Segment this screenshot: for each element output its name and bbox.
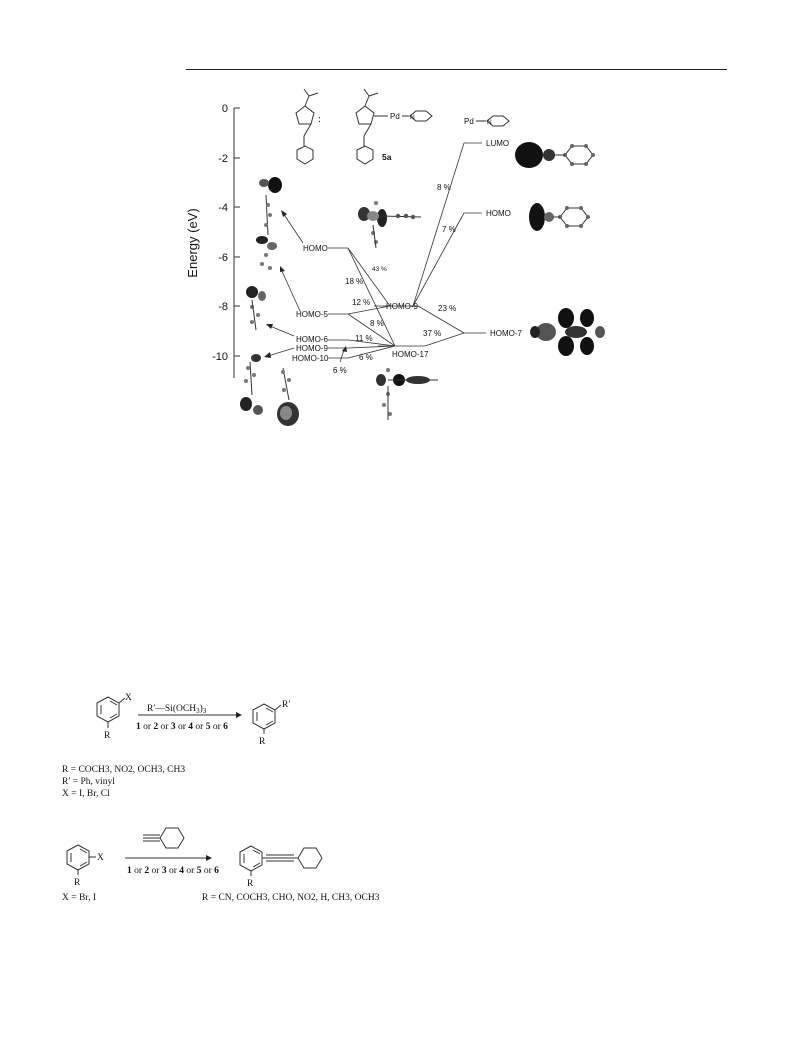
scheme2-legend-r: R = CN, COCH3, CHO, NO2, H, CH3, OCH3 [202, 893, 380, 903]
level-label-homo-5: HOMO-5 [296, 310, 328, 319]
pct-homo10: 6 % [333, 366, 347, 375]
level-label-homo-10: HOMO-10 [292, 354, 329, 363]
scheme1-legend-x: X = I, Br, Cl [62, 789, 110, 799]
y-tick-label: -4 [218, 202, 228, 214]
pct-homo-to-h9: 43 % [372, 266, 387, 273]
pct-homo7-upper: 23 % [438, 304, 457, 313]
scheme2-phenylacetylene [143, 828, 184, 848]
svg-text::: : [318, 113, 322, 125]
pd-atom-label: Pd [464, 117, 474, 126]
level-label-homo-6: HOMO-6 [296, 335, 328, 344]
orbital-homo-17-center [376, 368, 438, 420]
scheme1-reagent: $R'—Si(OCH_3)_3$ [147, 704, 207, 715]
orbital-homo-5-left [246, 286, 266, 330]
y-tick-label: -6 [218, 252, 228, 264]
n-atom-label: N [487, 119, 492, 126]
ligand-structure [296, 89, 321, 164]
pct-homo5-to-h17: 8 % [370, 319, 384, 328]
pct-lumo: 8 % [437, 183, 451, 192]
scheme1-x-label: X [125, 693, 132, 703]
scheme1-legend-r: R = COCH3, NO2, OCH3, CH3 [62, 765, 186, 775]
complex-label: 5a [382, 152, 392, 162]
scheme1-product-ring [253, 704, 275, 729]
scheme2-x-label: X [97, 853, 104, 863]
scheme1-catalysts: 1 or 2 or 3 or 4 or 5 or 6 [136, 722, 228, 732]
level-label-center-homo-17: HOMO-17 [392, 350, 429, 359]
scheme2-product-r-label: R [247, 879, 254, 889]
y-tick-label: -10 [212, 351, 228, 363]
scheme1-r-label: R [104, 731, 111, 741]
scheme1-legend-rprime: R′ = Ph, vinyl [62, 777, 115, 787]
scheme1 [62, 693, 290, 799]
level-label-homo-9: HOMO-9 [296, 344, 328, 353]
pct-homo6: 11 % [355, 334, 373, 343]
complex-structure [356, 89, 432, 164]
correlation-lines [328, 143, 486, 358]
level-label-center-homo-9: HOMO-9 [386, 302, 418, 311]
n-atom-label: N [410, 114, 415, 121]
scheme2-reactant-ring [67, 845, 89, 870]
energy-axis [185, 103, 240, 378]
scheme1-rprime-label: R′ [282, 700, 291, 710]
pct-homo-to-h17: 18 % [345, 277, 364, 286]
pct-homo9: 6 % [359, 353, 373, 362]
pct-homo5-to-h9: 12 % [352, 298, 371, 307]
pd-atom-label: Pd [390, 112, 400, 121]
orbital-homo-right [529, 203, 590, 231]
scheme1-product-r-label: R [259, 737, 266, 747]
scheme2-catalysts: 1 or 2 or 3 or 4 or 5 or 6 [127, 866, 219, 876]
y-axis-title: Energy (eV) [185, 208, 200, 278]
orbital-homo-10-left [277, 368, 299, 426]
pd-pyridine-structure [464, 116, 509, 126]
level-label-right-homo: HOMO [486, 209, 511, 218]
orbital-homo-7-right [530, 308, 605, 356]
level-labels [292, 139, 523, 363]
scheme2 [62, 828, 380, 903]
level-label-homo: HOMO [303, 244, 328, 253]
level-label-lumo: LUMO [486, 139, 510, 148]
orbital-homo-left [256, 177, 282, 270]
pct-homo7-lower: 37 % [423, 329, 442, 338]
y-tick-label: -8 [218, 301, 228, 313]
scheme1-reactant-ring [97, 697, 119, 722]
level-label-homo-7: HOMO-7 [490, 329, 522, 338]
orbital-lumo-right [515, 142, 595, 168]
y-tick-label: 0 [221, 103, 228, 115]
pct-right-homo: 7 % [442, 225, 456, 234]
orbital-homo-6-left [240, 354, 263, 415]
orbital-homo-9-center [358, 201, 421, 248]
scheme2-legend-x: X = Br, I [62, 893, 97, 903]
scheme2-r-label: R [74, 878, 81, 888]
scheme2-product [240, 846, 322, 889]
y-tick-label: -2 [218, 153, 228, 165]
